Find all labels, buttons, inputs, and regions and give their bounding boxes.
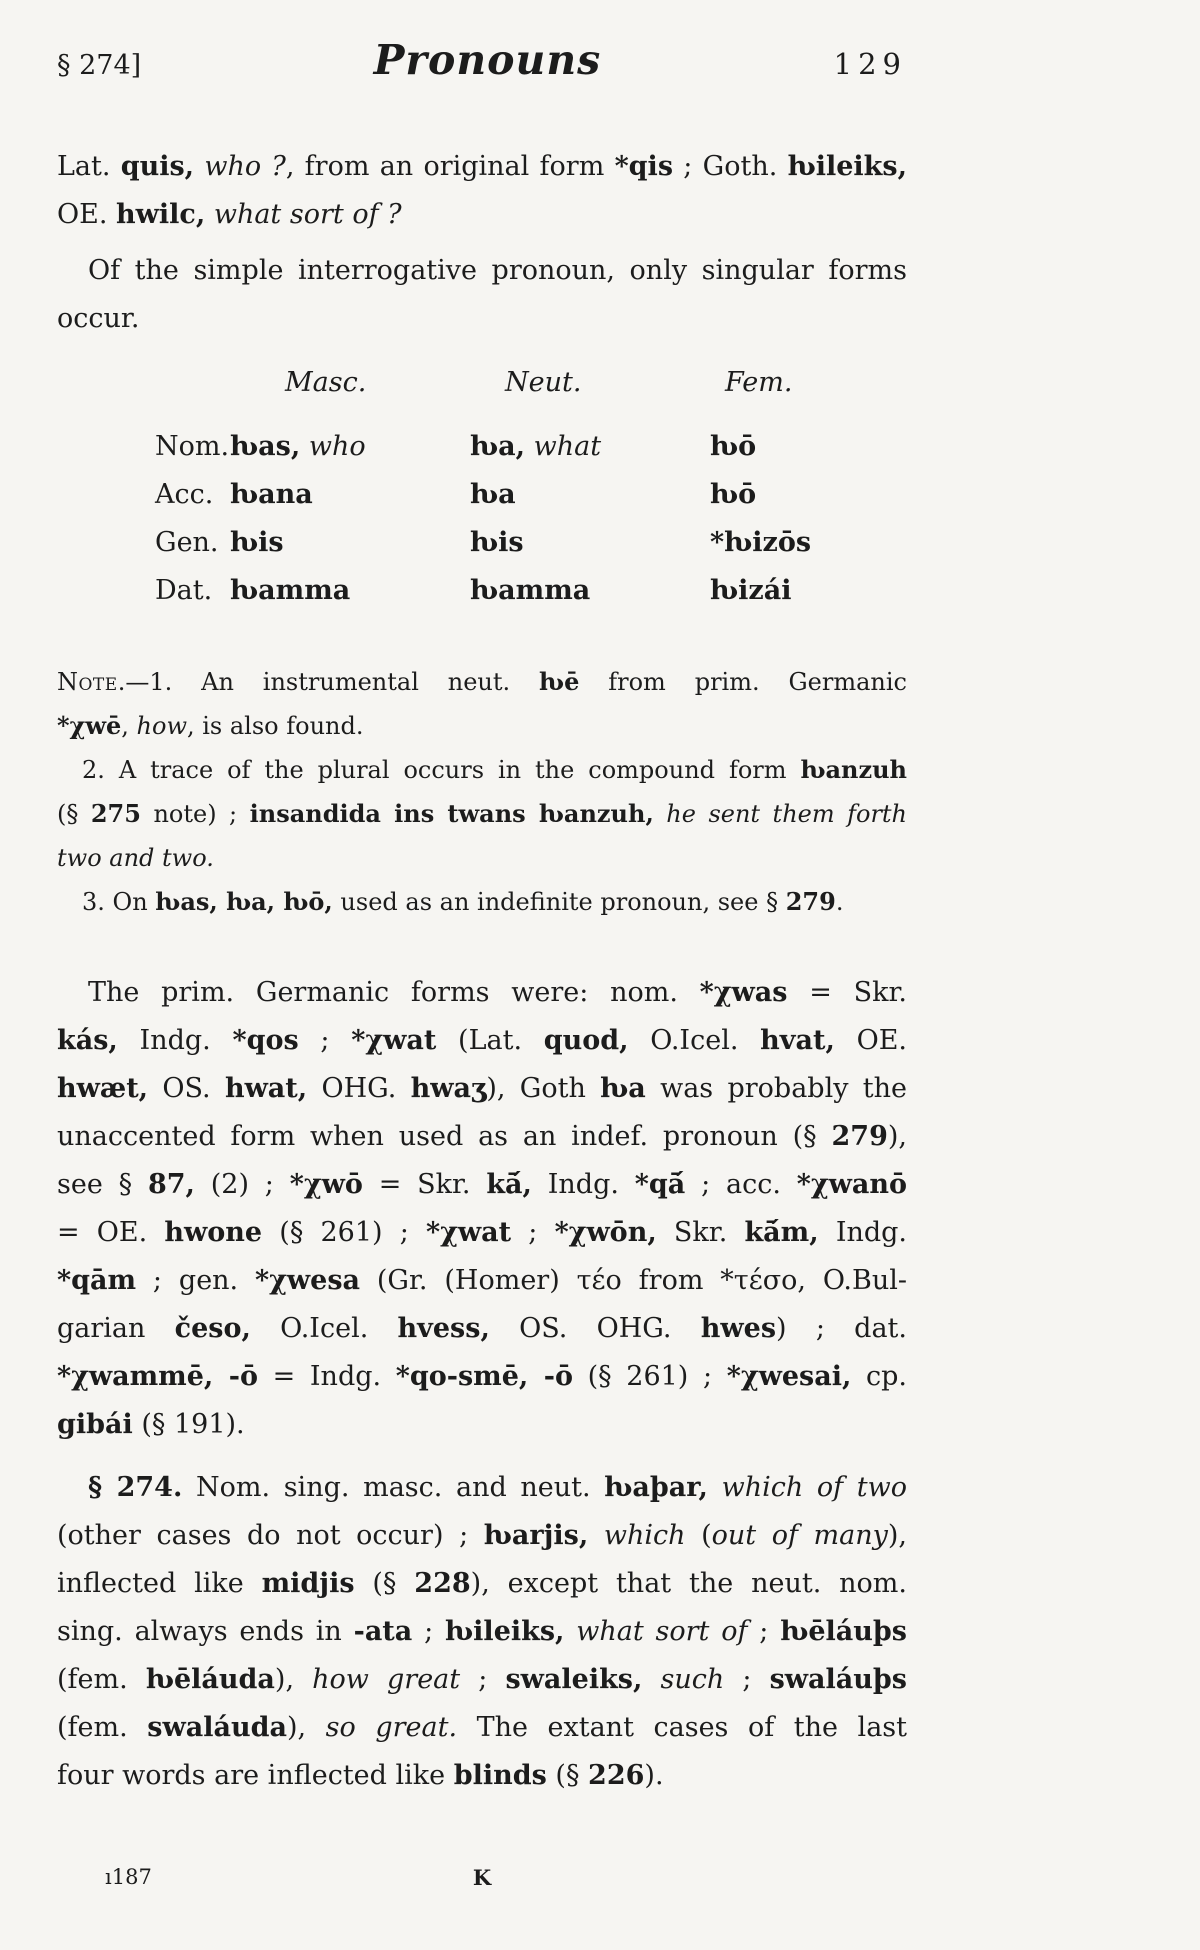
running-title: Pronouns	[373, 36, 602, 84]
case-label: Gen.	[155, 527, 219, 558]
cell-masc: ƕamma	[230, 575, 351, 606]
cell-fem: ƕō	[710, 431, 757, 462]
section-reference: § 274]	[57, 50, 142, 81]
cell-neut: ƕa	[470, 479, 516, 510]
text-column	[57, 0, 907, 1905]
table-header-spacer	[155, 363, 230, 403]
cell-fem: ƕizái	[710, 575, 792, 606]
cell-masc: ƕana	[230, 479, 313, 510]
table-header-fem: Fem.	[725, 367, 793, 398]
case-label: Dat.	[155, 575, 213, 606]
page-footer	[57, 1865, 907, 1905]
table-row-accusative	[155, 471, 907, 519]
paragraph-latin-comparison: Lat. quis, who ?, from an original form *qis ; Goth. ƕileiks, OE. hwilc, what sort of ?	[57, 151, 907, 230]
cell-fem: ƕō	[710, 479, 757, 510]
printer-signature-mark: ı187	[105, 1865, 152, 1889]
paragraph-prim-germanic-forms: The prim. Germanic forms were: nom. *χwas = Skr. kás, Indg. *qos ; *χwat (Lat. quod, O.Icel. hvat, OE. hwæt, OS. hwat, OHG. hwaʒ), Goth ƕa was probably the unaccented form when used as an indef. pronoun (§ 279), see § 87, (2) ; *χwō = Skr. kā́, Indg. *qā́ ; acc. *χwanō = OE. hwone (§ 261) ; *χwat ; *χwōn, Skr. kā́m, Indg. *qām ; gen. *χwesa (Gr. (Homer) τέο from *τέσο, O.Bul- garian česo, O.Icel. hvess, OS. OHG. hwes) ; dat. *χwammē, -ō = Indg. *qo-smē, -ō (§ 261) ; *χwesai, cp. gibái (§ 191).	[57, 977, 908, 1440]
case-label: Acc.	[155, 479, 214, 510]
page-number: 129	[833, 47, 907, 81]
declension-table-header-row	[155, 363, 907, 403]
notes-section: Note.—1. An instrumental neut. ƕē from prim. Germanic *χwē, how, is also found. 2. A trace of the plural occurs in the compound form ƕanzuh (§ 275 note) ; insandida ins twans ƕanzuh, he sent them forth two and two. 3. On ƕas, ƕa, ƕō, used as an indefinite pronoun, see § 279.	[57, 667, 908, 916]
cell-neut: ƕa, what	[470, 431, 602, 462]
cell-fem: *ƕizōs	[710, 527, 812, 558]
table-header-neut: Neut.	[505, 367, 582, 398]
paragraph-simple-interrogative: Of the simple interrogative pronoun, only singular forms occur.	[57, 255, 907, 334]
printer-signature-letter: K	[472, 1865, 492, 1890]
table-row-dative	[155, 567, 907, 615]
cell-masc: ƕis	[230, 527, 284, 558]
cell-masc: ƕas, who	[230, 431, 366, 462]
table-row-nominative	[155, 423, 907, 471]
case-label: Nom.	[155, 431, 230, 462]
table-header-masc: Masc.	[285, 367, 367, 398]
declension-table	[57, 363, 907, 615]
cell-neut: ƕis	[470, 527, 524, 558]
running-head	[57, 36, 907, 88]
paragraph-section-274: § 274. Nom. sing. masc. and neut. ƕaþar, which of two (other cases do not occur) ; ƕarjis, which (out of many), inflected like midjis (§ 228), except that the neut. nom. sing. always ends in -ata ; ƕileiks, what sort of ; ƕēláuþs (fem. ƕēláuda), how great ; swaleiks, such ; swaláuþs (fem. swaláuda), so great. The extant cases of the last four words are inflected like blinds (§ 226).	[57, 1472, 908, 1791]
table-row-genitive	[155, 519, 907, 567]
cell-neut: ƕamma	[470, 575, 591, 606]
